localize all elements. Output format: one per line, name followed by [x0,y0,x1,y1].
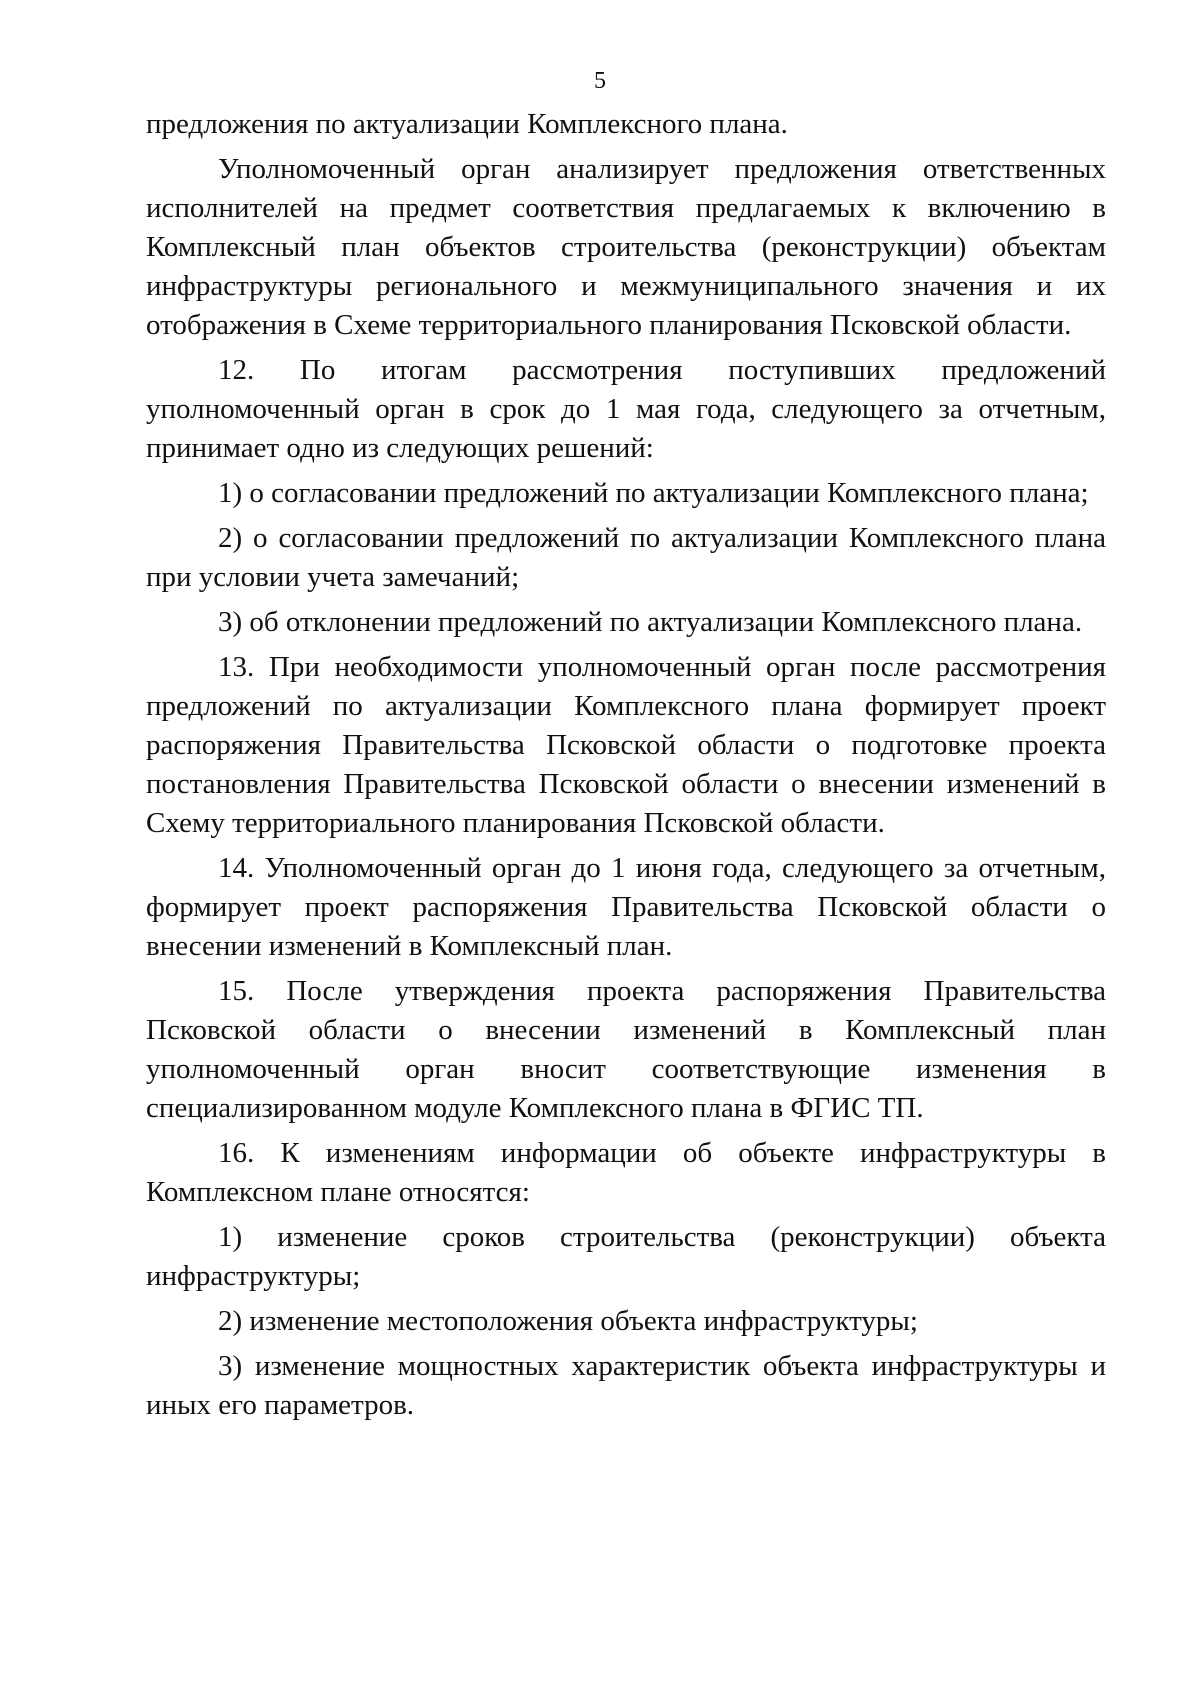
document-body [146,105,1106,1431]
paragraph-analysis: Уполномоченный орган анализирует предложения ответственных исполнителей на предмет соответствия предлагаемых к включению в Комплексный план объектов строительства (реконструкции) объектам инфраструктуры регионального и межмуниципального значения и их отображения в Схеме территориального планирования Псковской области. [146,153,1106,341]
list-item-16-3: 3) изменение мощностных характеристик объекта инфраструктуры и иных его параметров. [146,1350,1106,1421]
paragraph-item-13: 13. При необходимости уполномоченный орган после рассмотрения предложений по актуализации Комплексного плана формирует проект распоряжения Правительства Псковской области о подготовке проекта постановления Правительства Псковской области о внесении изменений в Схему территориального планирования Псковской области. [146,651,1106,839]
paragraph-item-15: 15. После утверждения проекта распоряжения Правительства Псковской области о внесении изменений в Комплексный план уполномоченный орган вносит соответствующие изменения в специализированном модуле Комплексного плана в ФГИС ТП. [146,975,1106,1124]
list-item-12-1: 1) о согласовании предложений по актуализации Комплексного плана; [218,477,1089,509]
paragraph-item-12: 12. По итогам рассмотрения поступивших предложений уполномоченный орган в срок до 1 мая года, следующего за отчетным, принимает одно из следующих решений: [146,354,1106,464]
list-item-12-2: 2) о согласовании предложений по актуализации Комплексного плана при условии учета замечаний; [146,522,1106,593]
paragraph-item-16: 16. К изменениям информации об объекте инфраструктуры в Комплексном плане относятся: [146,1137,1106,1208]
list-item-16-2: 2) изменение местоположения объекта инфраструктуры; [218,1305,918,1337]
page-number: 5 [594,68,606,94]
list-item-12-3: 3) об отклонении предложений по актуализации Комплексного плана. [218,606,1083,638]
paragraph-continuation: предложения по актуализации Комплексного плана. [146,108,788,140]
list-item-16-1: 1) изменение сроков строительства (реконструкции) объекта инфраструктуры; [146,1221,1106,1292]
paragraph-item-14: 14. Уполномоченный орган до 1 июня года, следующего за отчетным, формирует проект распоряжения Правительства Псковской области о внесении изменений в Комплексный план. [146,852,1106,962]
